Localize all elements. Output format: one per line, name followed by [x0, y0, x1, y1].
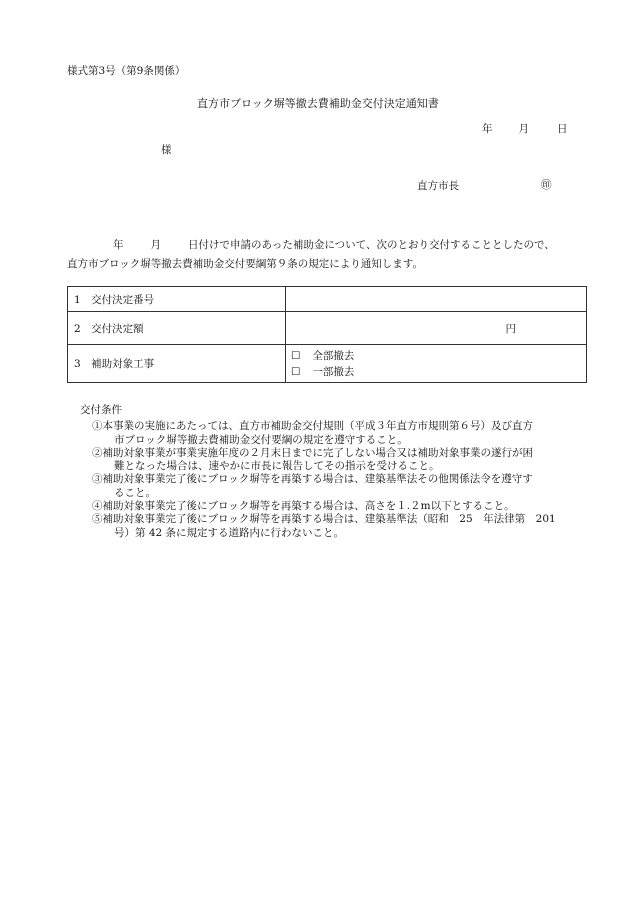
work-type-label: 3 補助対象工事	[68, 345, 286, 383]
form-number-label: 様式第3号（第9条関係）	[67, 65, 186, 77]
condition-1	[80, 420, 590, 447]
date-line	[482, 124, 568, 135]
table-row	[68, 287, 587, 312]
full-removal-label: 全部撤去	[312, 349, 355, 362]
conditions-section	[80, 404, 590, 540]
condition-2-line1: ②補助対象事業が事業実施年度の２月末日までに完了しない場合又は補助対象事業の遂行が困	[92, 446, 533, 459]
decision-number-value	[286, 287, 587, 312]
date-day: 日	[557, 123, 568, 135]
conditions-heading: 交付条件	[80, 404, 122, 416]
body-line2: 直方市ブロック塀等撤去費補助金交付要綱第９条の規定により通知します。	[67, 258, 423, 270]
partial-removal-label: 一部撤去	[312, 365, 355, 378]
body-month: 月	[150, 239, 161, 251]
sender-block	[417, 179, 552, 192]
condition-2	[80, 447, 590, 474]
condition-4	[80, 500, 590, 513]
addressee: 様	[161, 144, 172, 156]
condition-5	[80, 513, 590, 540]
document-title: 直方市ブロック塀等撤去費補助金交付決定通知書	[197, 97, 439, 110]
condition-1-line1: ①本事業の実施にあたっては、直方市補助金交付規則（平成３年直方市規則第６号）及び直方	[92, 420, 533, 433]
condition-3	[80, 473, 590, 500]
decision-amount-value	[286, 312, 587, 345]
table-row	[68, 345, 587, 383]
body-paragraph	[67, 236, 587, 274]
seal-mark: ㊞	[541, 179, 552, 191]
work-type-options	[286, 345, 587, 383]
table-row	[68, 312, 587, 345]
full-removal-checkbox[interactable]: ☐	[291, 349, 301, 362]
body-line1: 日付けで申請のあった補助金について、次のとおり交付することとしたので、	[188, 239, 555, 251]
condition-5-line2: 号）第 42 条に規定する道路内に行わないこと。	[114, 526, 345, 539]
condition-5-line1: ⑤補助対象事業完了後にブロック塀等を再築する場合は、建築基準法（昭和 25 年法律第 201	[92, 513, 556, 526]
condition-1-line2: 市ブロック塀等撤去費補助金交付要綱の規定を遵守すること。	[114, 433, 408, 446]
decision-table	[67, 286, 587, 383]
date-month: 月	[518, 123, 529, 135]
condition-3-line2: ること。	[114, 486, 156, 499]
decision-number-label: 1 交付決定番号	[68, 287, 286, 312]
partial-removal-checkbox[interactable]: ☐	[291, 365, 301, 378]
decision-amount-label: 2 交付決定額	[68, 312, 286, 345]
condition-4-line1: ④補助対象事業完了後にブロック塀等を再築する場合は、高さを１.２m以下とすること。	[92, 500, 515, 513]
date-year: 年	[482, 123, 493, 135]
body-year: 年	[113, 239, 124, 251]
sender-name: 直方市長	[417, 180, 459, 192]
condition-3-line1: ③補助対象事業完了後にブロック塀等を再築する場合は、建築基準法その他関係法令を遵守す	[92, 473, 533, 486]
yen-unit: 円	[505, 322, 516, 335]
condition-2-line2: 難となった場合は、速やかに市長に報告してその指示を受けること。	[114, 460, 440, 473]
